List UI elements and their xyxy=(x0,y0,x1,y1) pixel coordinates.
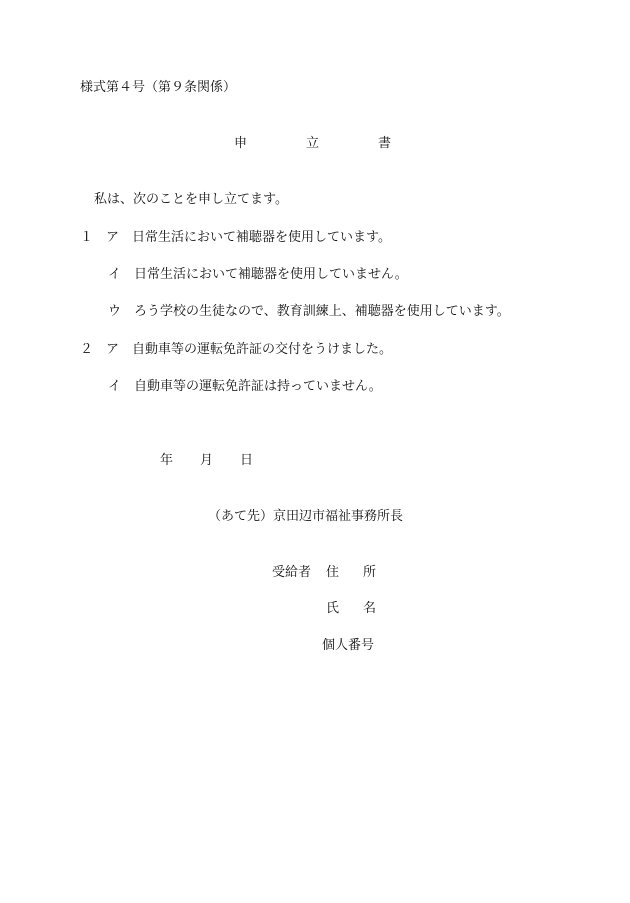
recipient-label: 受給者 xyxy=(272,565,312,580)
title-char-3: 書 xyxy=(378,136,392,151)
item-letter: イ xyxy=(108,379,122,394)
form-number-label: 様式第４号（第９条関係） xyxy=(80,80,237,95)
item-number: ２ xyxy=(80,342,94,357)
date-day-label: 日 xyxy=(240,453,254,468)
addressee: （あて先）京田辺市福祉事務所長 xyxy=(208,509,404,524)
item-text: 日常生活において補聴器を使用していません。 xyxy=(134,267,408,282)
address-label-char-1: 住 xyxy=(326,565,340,580)
item-text: 自動車等の運転免許証の交付をうけました。 xyxy=(132,342,393,357)
name-label-char-2: 名 xyxy=(363,601,377,616)
intro-text: 私は、次のことを申し立てます。 xyxy=(94,192,288,207)
item-letter: ウ xyxy=(108,304,122,319)
date-month-label: 月 xyxy=(200,453,214,468)
title-char-2: 立 xyxy=(306,136,320,151)
item-letter: ア xyxy=(106,342,120,357)
personal-number-label: 個人番号 xyxy=(322,638,375,653)
item-letter: ア xyxy=(106,230,120,245)
item-text: 自動車等の運転免許証は持っていません。 xyxy=(134,379,382,394)
name-label-char-1: 氏 xyxy=(326,601,340,616)
title-char-1: 申 xyxy=(234,136,248,151)
item-text: 日常生活において補聴器を使用しています。 xyxy=(132,230,391,245)
item-number: １ xyxy=(80,230,94,245)
date-year-label: 年 xyxy=(160,453,174,468)
address-label-char-2: 所 xyxy=(363,565,377,580)
item-letter: イ xyxy=(108,267,122,282)
item-text: ろう学校の生徒なので、教育訓練上、補聴器を使用しています。 xyxy=(134,304,510,319)
